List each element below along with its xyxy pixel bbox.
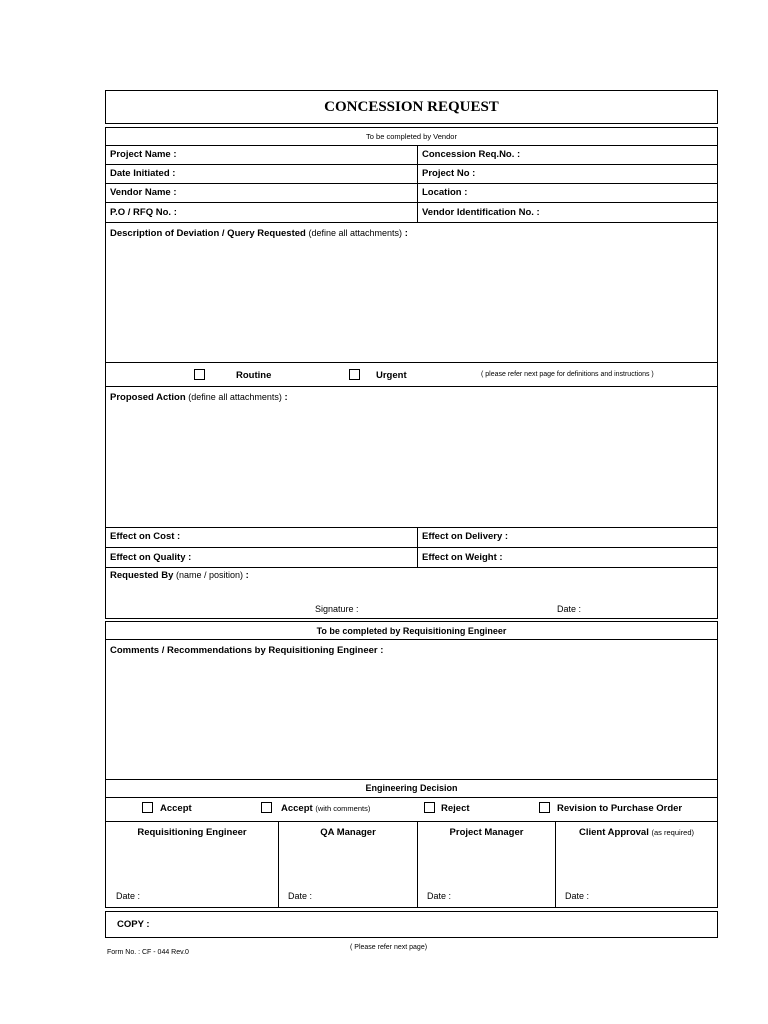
form-number: Form No. : CF - 044 Rev.0 xyxy=(107,949,189,956)
vendor-section-caption: To be completed by Vendor xyxy=(366,132,457,141)
description-label: Description of Deviation / Query Requested xyxy=(110,228,306,239)
client-approval-header xyxy=(556,827,717,838)
routine-checkbox[interactable] xyxy=(194,369,205,380)
proposed-action-label: Proposed Action xyxy=(110,392,186,403)
engineering-decision-title: Engineering Decision xyxy=(365,783,458,793)
requested-by-area[interactable] xyxy=(110,570,249,581)
accept-with-label: Accept xyxy=(281,803,313,814)
revision-checkbox[interactable] xyxy=(539,802,550,813)
urgent-label: Urgent xyxy=(376,370,407,381)
revision-label: Revision to Purchase Order xyxy=(557,803,683,814)
project-manager-header: Project Manager xyxy=(449,827,524,838)
engineer-section-caption: To be completed by Requisitioning Engineer xyxy=(316,626,507,636)
project-no-field[interactable]: Project No : xyxy=(422,168,476,179)
client-approval-date[interactable]: Date : xyxy=(565,891,590,901)
requested-by-label: Requested By xyxy=(110,570,174,581)
date-initiated-field[interactable]: Date Initiated : xyxy=(110,168,176,179)
effect-on-weight-field[interactable]: Effect on Weight : xyxy=(422,552,503,563)
routine-label: Routine xyxy=(236,370,272,381)
priority-note: ( please refer next page for definitions and instructions ) xyxy=(481,371,654,378)
refer-next-page: ( Please refer next page) xyxy=(350,944,428,951)
effect-on-delivery-field[interactable]: Effect on Delivery : xyxy=(422,531,509,542)
effect-on-cost-field[interactable]: Effect on Cost : xyxy=(110,531,181,542)
proposed-action-area[interactable] xyxy=(110,392,288,403)
concession-req-no-field[interactable]: Concession Req.No. : xyxy=(422,149,521,160)
accept-label: Accept xyxy=(160,803,192,814)
reject-label: Reject xyxy=(441,803,470,814)
location-field[interactable]: Location : xyxy=(422,187,468,198)
accept-checkbox[interactable] xyxy=(142,802,153,813)
comments-area[interactable]: Comments / Recommendations by Requisitioning Engineer : xyxy=(110,645,384,656)
signature-field[interactable]: Signature : xyxy=(315,604,359,614)
requested-by-note: (name / position) xyxy=(176,570,244,580)
description-note: (define all attachments) xyxy=(308,228,403,238)
description-area[interactable] xyxy=(110,228,408,239)
project-manager-date[interactable]: Date : xyxy=(427,891,452,901)
proposed-action-note: (define all attachments) xyxy=(188,392,282,402)
with-comments-note: (with comments) xyxy=(315,804,371,813)
proposed-action-colon: : xyxy=(284,392,288,403)
requisitioning-engineer-date[interactable]: Date : xyxy=(116,891,141,901)
project-name-field[interactable]: Project Name : xyxy=(110,149,177,160)
qa-manager-header: QA Manager xyxy=(320,827,376,838)
vendor-date-field[interactable]: Date : xyxy=(557,604,582,614)
engineer-section xyxy=(105,621,718,908)
reject-checkbox[interactable] xyxy=(424,802,435,813)
requested-by-colon: : xyxy=(245,570,249,581)
page-title: CONCESSION REQUEST xyxy=(324,99,499,115)
po-rfq-no-field[interactable]: P.O / RFQ No. : xyxy=(110,207,177,218)
copy-field[interactable]: COPY : xyxy=(117,919,150,930)
vendor-name-field[interactable]: Vendor Name : xyxy=(110,187,177,198)
qa-manager-date[interactable]: Date : xyxy=(288,891,313,901)
copy-box xyxy=(105,911,718,938)
requisitioning-engineer-header: Requisitioning Engineer xyxy=(137,827,247,838)
client-approval-label: Client Approval xyxy=(578,827,649,838)
accept-with-comments-label xyxy=(281,803,370,814)
effect-on-quality-field[interactable]: Effect on Quality : xyxy=(110,552,192,563)
accept-with-comments-checkbox[interactable] xyxy=(261,802,272,813)
urgent-checkbox[interactable] xyxy=(349,369,360,380)
description-colon: : xyxy=(404,228,408,239)
client-approval-note: (as required) xyxy=(651,828,695,837)
vendor-identification-field[interactable]: Vendor Identification No. : xyxy=(422,207,540,218)
